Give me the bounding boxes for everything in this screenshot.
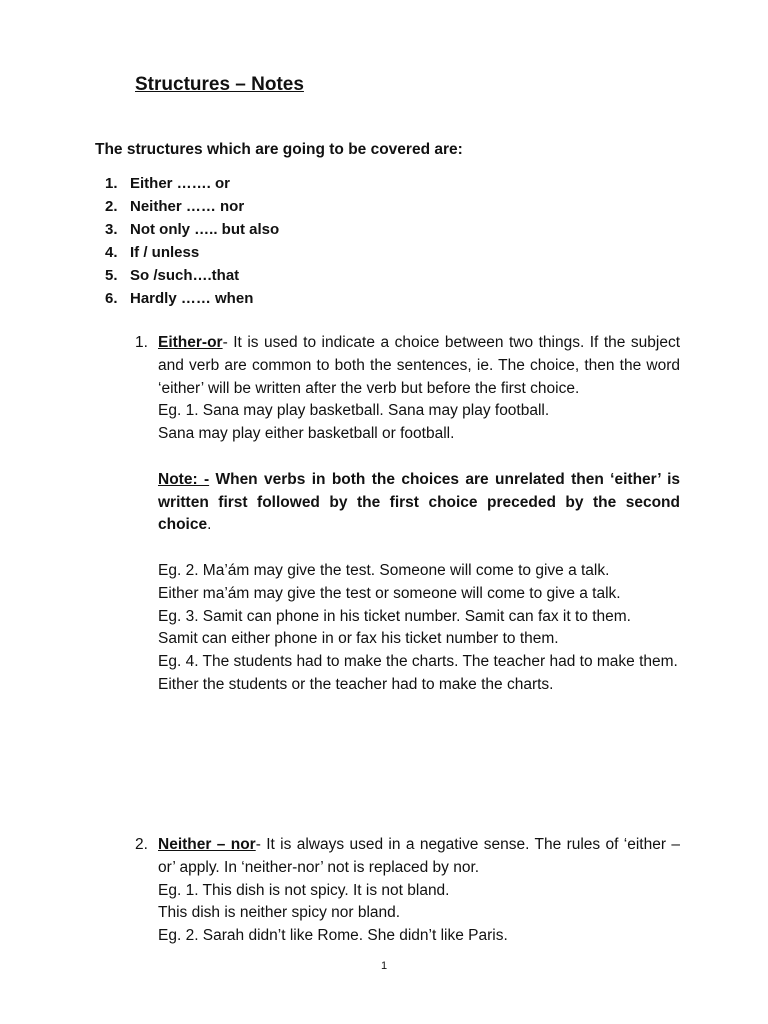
section-neither-nor xyxy=(135,834,680,948)
intro-text: The structures which are going to be covered are: xyxy=(95,141,463,158)
example-answer: Samit can either phone in or fax his ticket number to them. xyxy=(158,630,559,648)
example-sentence: Eg. 1. This dish is not spicy. It is not bland. xyxy=(158,881,450,899)
definition-text: - It is used to indicate a choice between two things. If the subject and verb are common to both the sentences, ie. The choice, then the word ‘either’ will be written after the verb but before the first choice. xyxy=(158,334,680,397)
list-item-number: 4. xyxy=(105,244,118,261)
list-item-number: 1. xyxy=(105,175,118,192)
note-end: . xyxy=(207,516,212,534)
section-number: 1. xyxy=(135,334,148,351)
list-item-text: Hardly …… when xyxy=(130,290,254,307)
list-item-number: 6. xyxy=(105,290,118,307)
example-sentence: Eg. 1. Sana may play basketball. Sana may play football. xyxy=(158,402,550,420)
example-answer: This dish is neither spicy nor bland. xyxy=(158,904,401,922)
list-item-text: If / unless xyxy=(130,244,200,261)
section-heading xyxy=(135,332,680,697)
example-sentence: Eg. 2. Sarah didn’t like Rome. She didn’t like Paris. xyxy=(158,927,508,945)
example-sentence: Eg. 2. Ma’ám may give the test. Someone will come to give a talk. xyxy=(158,561,610,579)
list-item xyxy=(105,195,279,218)
example-answer: Either the students or the teacher had to make the charts. xyxy=(158,675,554,693)
list-item-text: Neither …… nor xyxy=(130,198,245,215)
page-number: 1 xyxy=(380,960,388,972)
list-item xyxy=(105,172,279,195)
definition-text: - It is always used in a negative sense. The rules of ‘either – or’ apply. In ‘neither-nor’ not is replaced by nor. xyxy=(158,836,680,876)
note-text: When verbs in both the choices are unrelated then ‘either’ is written first followed by the first choice preceded by the second choice xyxy=(158,470,680,534)
note-label: Note: - xyxy=(158,470,210,488)
section-term: Either-or xyxy=(158,334,223,351)
list-item xyxy=(105,287,279,310)
example-sentence: Eg. 3. Samit can phone in his ticket number. Samit can fax it to them. xyxy=(158,607,631,625)
definition-paragraph xyxy=(158,834,680,880)
definition-paragraph xyxy=(158,332,680,400)
list-item xyxy=(105,241,279,264)
section-term: Neither – nor xyxy=(158,836,256,853)
list-item xyxy=(105,218,279,241)
section-body xyxy=(158,834,680,948)
list-item-number: 2. xyxy=(105,198,118,215)
example-sentence: Eg. 4. The students had to make the charts. The teacher had to make them. xyxy=(158,653,678,671)
list-item-text: Either ……. or xyxy=(130,175,231,192)
structures-list xyxy=(105,172,279,310)
example-answer: Either ma’ám may give the test or someone will come to give a talk. xyxy=(158,584,621,602)
example-answer: Sana may play either basketball or football. xyxy=(158,425,455,443)
list-item-text: So /such….that xyxy=(130,267,240,284)
section-number: 2. xyxy=(135,836,148,853)
note-paragraph xyxy=(158,469,680,537)
section-either-or xyxy=(135,332,680,697)
section-body xyxy=(158,332,680,697)
list-item-number: 5. xyxy=(105,267,118,284)
list-item-text: Not only ….. but also xyxy=(130,221,280,238)
section-heading xyxy=(135,834,680,948)
list-item-number: 3. xyxy=(105,221,118,238)
list-item xyxy=(105,264,279,287)
page-title: Structures – Notes xyxy=(135,74,304,95)
